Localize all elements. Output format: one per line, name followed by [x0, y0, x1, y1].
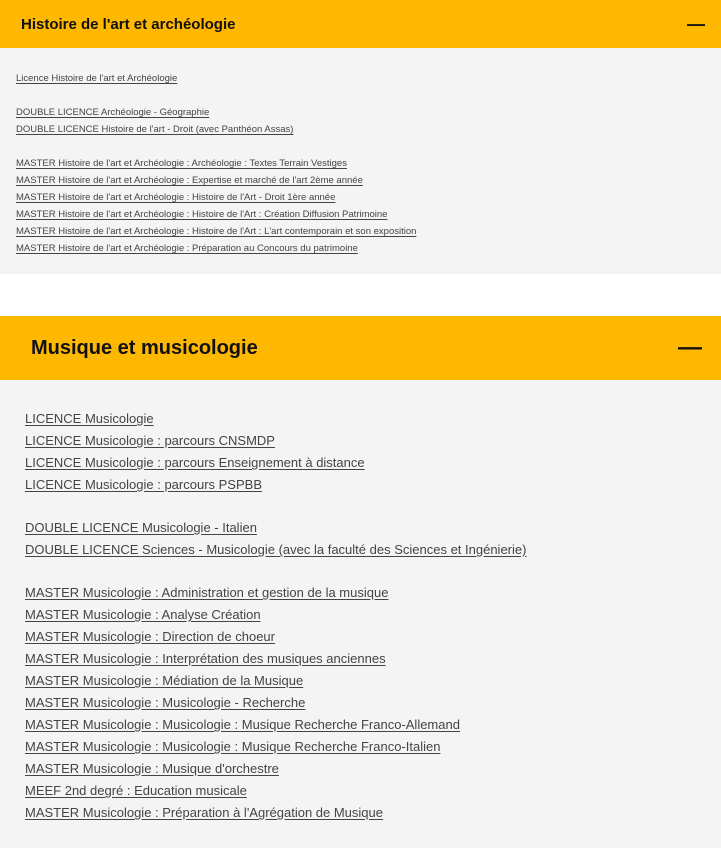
program-link[interactable]: DOUBLE LICENCE Histoire de l'art - Droit (avec Panthéon Assas) — [16, 124, 294, 135]
collapse-icon[interactable]: — — [687, 14, 705, 34]
accordion-section-histoire-art — [0, 0, 721, 274]
program-link[interactable]: MASTER Musicologie : Administration et gestion de la musique — [25, 585, 389, 600]
program-link[interactable]: MASTER Musicologie : Musique d'orchestre — [25, 761, 279, 776]
link-group — [16, 155, 721, 257]
program-link[interactable]: MASTER Histoire de l'art et Archéologie : Expertise et marché de l'art 2ème année — [16, 175, 363, 186]
program-link[interactable]: DOUBLE LICENCE Musicologie - Italien — [25, 520, 257, 535]
program-link[interactable]: MASTER Histoire de l'art et Archéologie : Préparation au Concours du patrimoine — [16, 243, 358, 254]
program-link[interactable]: LICENCE Musicologie : parcours Enseignement à distance — [25, 455, 365, 470]
section-title: Histoire de l'art et archéologie — [21, 15, 236, 33]
link-group — [25, 582, 721, 824]
accordion-header[interactable] — [0, 0, 721, 48]
accordion-section-musique — [0, 316, 721, 848]
link-group — [25, 408, 721, 496]
program-link[interactable]: MASTER Musicologie : Musicologie - Recherche — [25, 695, 306, 710]
program-link[interactable]: MASTER Histoire de l'art et Archéologie : Histoire de l'Art - Droit 1ère année — [16, 192, 336, 203]
program-link[interactable]: MASTER Histoire de l'art et Archéologie : Archéologie : Textes Terrain Vestiges — [16, 158, 347, 169]
program-link[interactable]: MASTER Histoire de l'art et Archéologie : Histoire de l'Art : Création Diffusion Patrimoine — [16, 209, 388, 220]
program-link[interactable]: MASTER Musicologie : Interprétation des musiques anciennes — [25, 651, 386, 666]
program-link[interactable]: MASTER Histoire de l'art et Archéologie : Histoire de l'Art : L'art contemporain et son exposition — [16, 226, 417, 237]
program-link[interactable]: MASTER Musicologie : Direction de choeur — [25, 629, 275, 644]
program-link[interactable]: LICENCE Musicologie : parcours CNSMDP — [25, 433, 275, 448]
program-link[interactable]: MASTER Musicologie : Préparation à l'Agrégation de Musique — [25, 805, 383, 820]
program-link[interactable]: Licence Histoire de l'art et Archéologie — [16, 73, 178, 84]
link-group — [25, 517, 721, 561]
section-body — [0, 48, 721, 257]
section-body — [0, 380, 721, 824]
program-link[interactable]: MASTER Musicologie : Analyse Création — [25, 607, 261, 622]
program-link[interactable]: LICENCE Musicologie — [25, 411, 154, 426]
link-group — [16, 104, 721, 138]
collapse-icon[interactable]: — — [678, 334, 702, 361]
program-link[interactable]: MASTER Musicologie : Musicologie : Musique Recherche Franco-Italien — [25, 739, 441, 754]
program-link[interactable]: MEEF 2nd degré : Education musicale — [25, 783, 247, 798]
program-link[interactable]: DOUBLE LICENCE Sciences - Musicologie (avec la faculté des Sciences et Ingénierie) — [25, 542, 527, 557]
program-link[interactable]: DOUBLE LICENCE Archéologie - Géographie — [16, 107, 210, 118]
link-group — [16, 70, 721, 87]
section-title: Musique et musicologie — [31, 336, 258, 359]
program-link[interactable]: LICENCE Musicologie : parcours PSPBB — [25, 477, 262, 492]
program-link[interactable]: MASTER Musicologie : Musicologie : Musique Recherche Franco-Allemand — [25, 717, 460, 732]
accordion-header[interactable] — [0, 316, 721, 380]
program-link[interactable]: MASTER Musicologie : Médiation de la Musique — [25, 673, 304, 688]
